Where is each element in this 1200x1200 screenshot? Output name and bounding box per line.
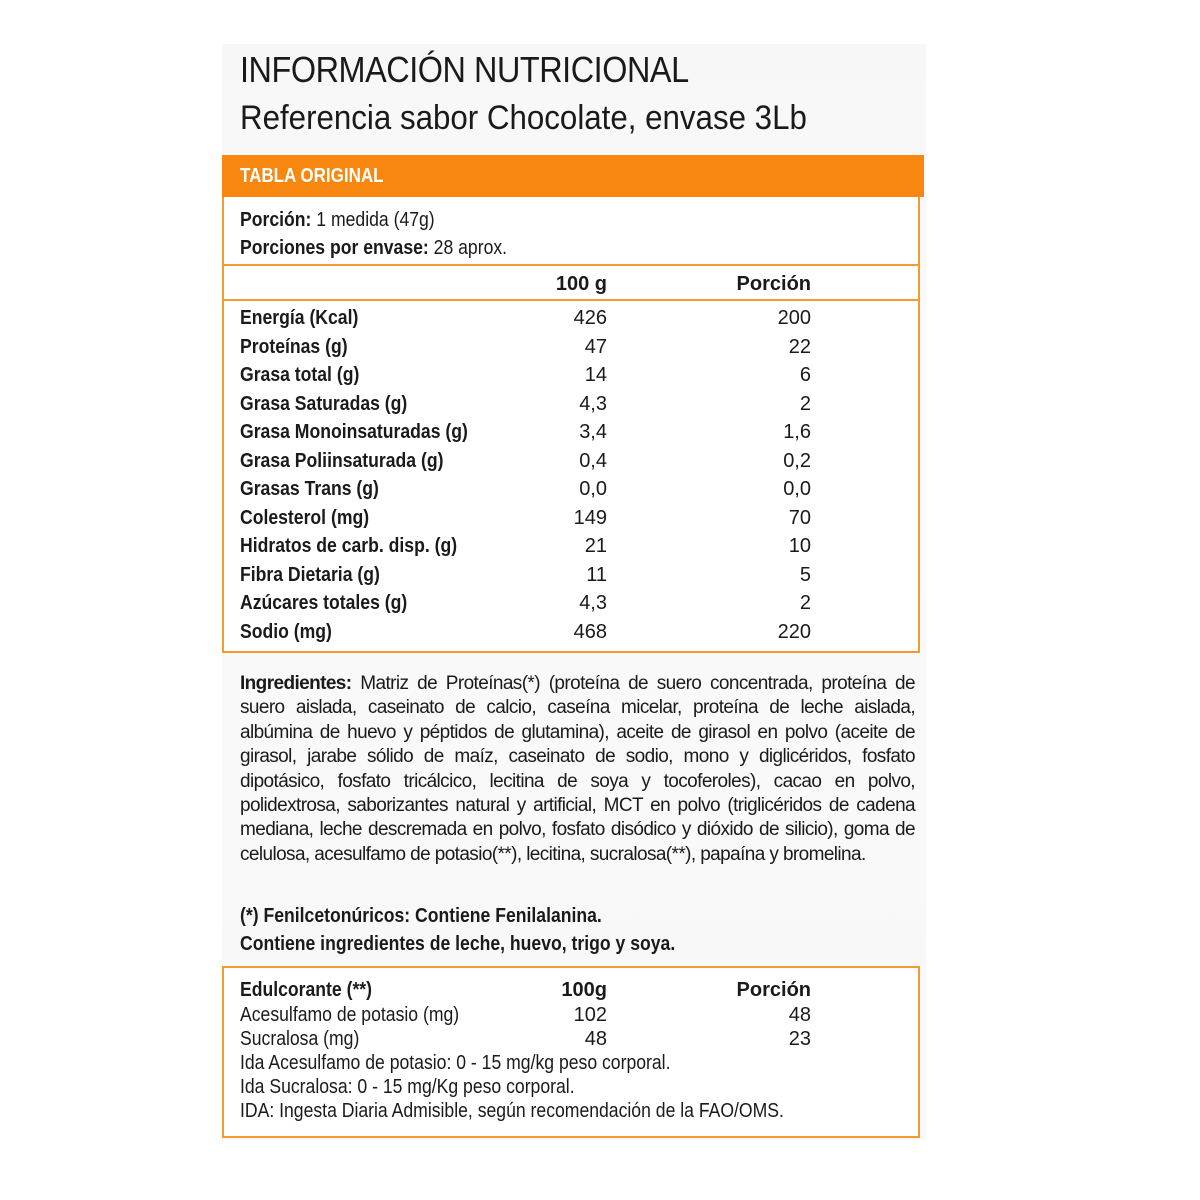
nutrient-value-portion: 1,6 (783, 421, 811, 443)
sweetener-row-name: Acesulfamo de potasio (mg) (240, 1004, 460, 1026)
nutrient-value-portion: 0,0 (783, 478, 811, 500)
sweetener-row-portion: 48 (788, 1004, 811, 1026)
nutrient-name: Hidratos de carb. disp. (g) (240, 535, 458, 557)
nutrient-name: Grasas Trans (g) (240, 478, 379, 500)
nutrient-name: Grasa total (g) (240, 364, 360, 386)
nutrient-value-100g: 0,0 (579, 478, 607, 500)
nutrient-value-portion: 70 (788, 507, 811, 529)
nutrient-value-100g: 14 (584, 364, 607, 386)
nutrient-value-portion: 2 (799, 592, 811, 614)
nutrient-value-100g: 11 (586, 564, 607, 586)
page-title: INFORMACIÓN NUTRICIONAL (240, 49, 689, 90)
phenylketonuria-warning: (*) Fenilcetonúricos: Contiene Fenilalanina. (240, 905, 602, 927)
sweetener-heading: Edulcorante (**) (240, 979, 373, 1001)
ida-note: IDA: Ingesta Diaria Admisible, según recomendación de la FAO/OMS. (240, 1100, 784, 1122)
sweetener-row-portion: 23 (788, 1028, 811, 1050)
table-heading-bar (222, 155, 924, 197)
nutrient-name: Grasa Poliinsaturada (g) (240, 450, 444, 472)
ida-note: Ida Acesulfamo de potasio: 0 - 15 mg/kg peso corporal. (240, 1052, 671, 1074)
nutrient-value-100g: 0,4 (579, 450, 607, 472)
ingredients-text: Ingredientes: Matriz de Proteínas(*) (proteína de suero concentrada, proteína de suero aislada, caseinato de calcio, caseína micelar, proteína de leche aislada, albúmina de huevo y péptidos de glutamina), aceite de girasol en polvo (aceite de girasol, jarabe sólido de maíz, caseinato de sodio, mono y diglicéridos, fosfato dipotásico, fosfato tricálcico, lecitina de soya y tocoferoles), cacao en polvo, polidextrosa, saborizantes natural y artificial, MCT en polvo (triglicéridos de cadena mediana, leche descremada en polvo, fosfato disódico y dióxido de silicio), goma de celulosa, acesulfamo de potasio(**), lecitina, sucralosa(**), papaína y bromelina. (240, 673, 915, 865)
nutrient-name: Sodio (mg) (240, 621, 332, 643)
nutrient-value-portion: 200 (777, 307, 811, 329)
nutrient-name: Proteínas (g) (240, 336, 348, 358)
nutrient-value-portion: 10 (788, 535, 811, 557)
table-heading: TABLA ORIGINAL (240, 165, 384, 187)
nutrient-name: Colesterol (mg) (240, 507, 370, 529)
nutrient-value-100g: 4,3 (579, 393, 607, 415)
nutrient-value-100g: 47 (584, 336, 607, 358)
column-header-100g: 100 g (555, 273, 607, 295)
nutrient-name: Grasa Monoinsaturadas (g) (240, 421, 468, 443)
column-header-portion: Porción (736, 273, 811, 295)
portion-line: Porción: 1 medida (47g) (240, 209, 435, 231)
nutrient-value-portion: 22 (788, 336, 811, 358)
servings-line: Porciones por envase: 28 aprox. (240, 237, 508, 259)
sweetener-col-portion: Porción (736, 979, 811, 1001)
nutrient-value-portion: 220 (777, 621, 811, 643)
nutrient-value-100g: 149 (573, 507, 607, 529)
sweetener-row-100g: 102 (573, 1004, 607, 1026)
divider (222, 299, 920, 301)
sweetener-row-100g: 48 (584, 1028, 607, 1050)
nutrient-name: Energía (Kcal) (240, 307, 359, 329)
nutrient-value-portion: 0,2 (783, 450, 811, 472)
nutrient-value-100g: 4,3 (579, 592, 607, 614)
nutrient-value-portion: 2 (799, 393, 811, 415)
nutrient-value-100g: 21 (584, 535, 607, 557)
sweetener-col-100g: 100g (561, 979, 607, 1001)
nutrient-value-100g: 3,4 (579, 421, 607, 443)
allergen-statement: Contiene ingredientes de leche, huevo, trigo y soya. (240, 933, 676, 955)
nutrient-value-portion: 5 (799, 564, 811, 586)
nutrient-name: Azúcares totales (g) (240, 592, 408, 614)
divider (222, 264, 920, 266)
page-subtitle: Referencia sabor Chocolate, envase 3Lb (240, 99, 807, 137)
sweetener-row-name: Sucralosa (mg) (240, 1028, 360, 1050)
nutrient-value-100g: 468 (573, 621, 607, 643)
nutrient-value-portion: 6 (799, 364, 811, 386)
ida-note: Ida Sucralosa: 0 - 15 mg/Kg peso corporal. (240, 1076, 575, 1098)
nutrient-name: Fibra Dietaria (g) (240, 564, 380, 586)
nutrient-value-100g: 426 (573, 307, 607, 329)
nutrient-name: Grasa Saturadas (g) (240, 393, 408, 415)
